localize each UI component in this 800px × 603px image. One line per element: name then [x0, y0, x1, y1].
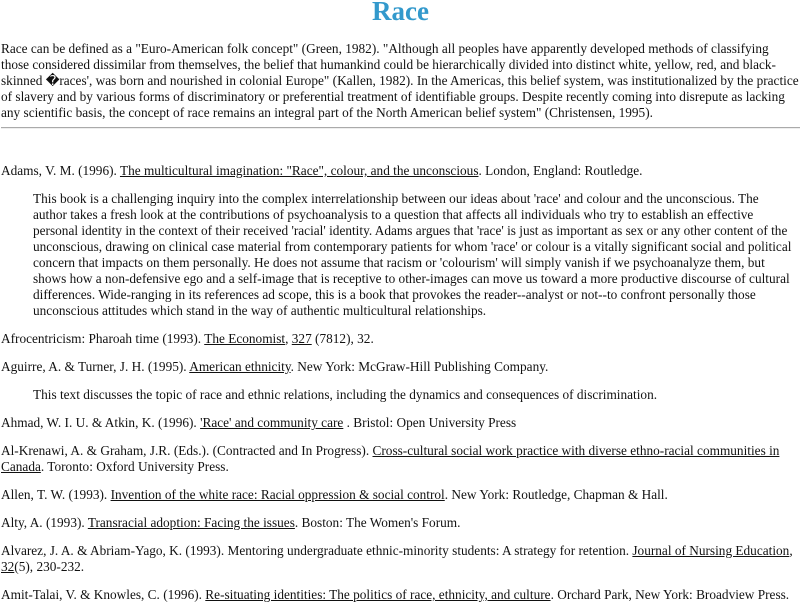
citation-text: . New York: McGraw-Hill Publishing Company. [290, 359, 549, 374]
underlined-title: Re-situating identities: The politics of race, ethnicity, and culture [205, 587, 551, 602]
reference-annotation: This text discusses the topic of race and ethnic relations, including the dynamics and consequences of discrimination. [33, 387, 658, 402]
reference-entry [1, 487, 800, 503]
citation-text: Alvarez, J. A. & Abriam-Yago, K. (1993). Mentoring undergraduate ethnic-minority students: A strategy for retention. [1, 543, 633, 558]
underlined-title: 327 [291, 331, 312, 346]
citation-text: . Orchard Park, New York: Broadview Press. [550, 587, 790, 602]
citation-text: . Bristol: Open University Press [343, 415, 517, 430]
reference-annotation: This book is a challenging inquiry into the complex interrelationship between our ideas about 'race' and colour and the unconscious. The author takes a fresh look at the contributions of psychoanalysis to a question that affects all individuals who try to establish an effective personal identity in the context of their received 'racial' identity. Adams argues that 'race' is just as important as sex or any other content of the unconscious, drawing on clinical case material from contemporary patients for whom 'race' or colour is a vitally significant social and political concern that impacts on them personally. He does not assume that racism or 'colourism' will simply vanish if we psychoanalyze them, but shows how a non-defensive ego and a self-image that is receptive to other-images can move us toward a more productive discourse of cultural differences. Wide-ranging in its references ad scope, this is a book that provokes the reader--analyst or not--to confront personally those unconscious attitudes which stand in the way of authentic multicultural relationships. [33, 191, 792, 318]
page-title: Race [372, 0, 429, 26]
citation-text: . Boston: The Women's Forum. [294, 515, 461, 530]
citation-text: . London, England: Routledge. [478, 163, 643, 178]
divider [1, 127, 800, 129]
reference-entry [1, 359, 800, 375]
underlined-title: Journal of Nursing Education [632, 543, 790, 558]
underlined-title: Invention of the white race: Racial oppression & social control [110, 487, 445, 502]
citation-text: Aguirre, A. & Turner, J. H. (1995). [1, 359, 190, 374]
reference-entry [1, 331, 800, 347]
citation-text: , [789, 543, 793, 558]
citation-text: Ahmad, W. I. U. & Atkin, K. (1996). [1, 415, 201, 430]
citation-text: Allen, T. W. (1993). [1, 487, 111, 502]
citation-text: (7812), 32. [311, 331, 374, 346]
reference-entry [1, 515, 800, 531]
reference-entry [1, 543, 800, 575]
reference-entry [1, 443, 800, 475]
reference-entry [1, 587, 800, 603]
underlined-title: American ethnicity [189, 359, 291, 374]
citation-text: . Toronto: Oxford University Press. [40, 459, 229, 474]
reference-list [1, 163, 800, 603]
underlined-title: Cross-cultural social work practice with diverse ethno-racial communities in Canada [1, 443, 780, 474]
underlined-title: Transracial adoption: Facing the issues [87, 515, 295, 530]
underlined-title: The multicultural imagination: "Race", colour, and the unconscious [119, 163, 479, 178]
reference-entry [1, 415, 800, 431]
reference-entry [1, 163, 800, 179]
underlined-title: The Economist [204, 331, 286, 346]
citation-text: Amit-Talai, V. & Knowles, C. (1996). [1, 587, 206, 602]
underlined-title: 32 [1, 559, 15, 574]
underlined-title: 'Race' and community care [200, 415, 344, 430]
citation-text: . New York: Routledge, Chapman & Hall. [444, 487, 668, 502]
citation-text: Alty, A. (1993). [1, 515, 88, 530]
citation-text: Al-Krenawi, A. & Graham, J.R. (Eds.). (Contracted and In Progress). [1, 443, 373, 458]
citation-text: , [285, 331, 292, 346]
citation-text: Afrocentricism: Pharoah time (1993). [1, 331, 205, 346]
intro-paragraph: Race can be defined as a "Euro-American folk concept" (Green, 1982). "Although all peoples have apparently developed methods of classifying those considered dissimilar from themselves, the belief that humankind could be hierarchically divided into distinct white, yellow, red, and black-skinned �races', was born and nourished in colonial Europe" (Kallen, 1982). In the Americas, this belief system, was institutionalized by the practice of slavery and by various forms of discriminatory or preferential treatment of identifiable groups. Despite recently coming into disrepute as lacking any scientific basis, the concept of race remains an integral part of the North American belief system" (Christensen, 1995). [1, 41, 799, 120]
citation-text: (5), 230-232. [14, 559, 85, 574]
citation-text: Adams, V. M. (1996). [1, 163, 120, 178]
